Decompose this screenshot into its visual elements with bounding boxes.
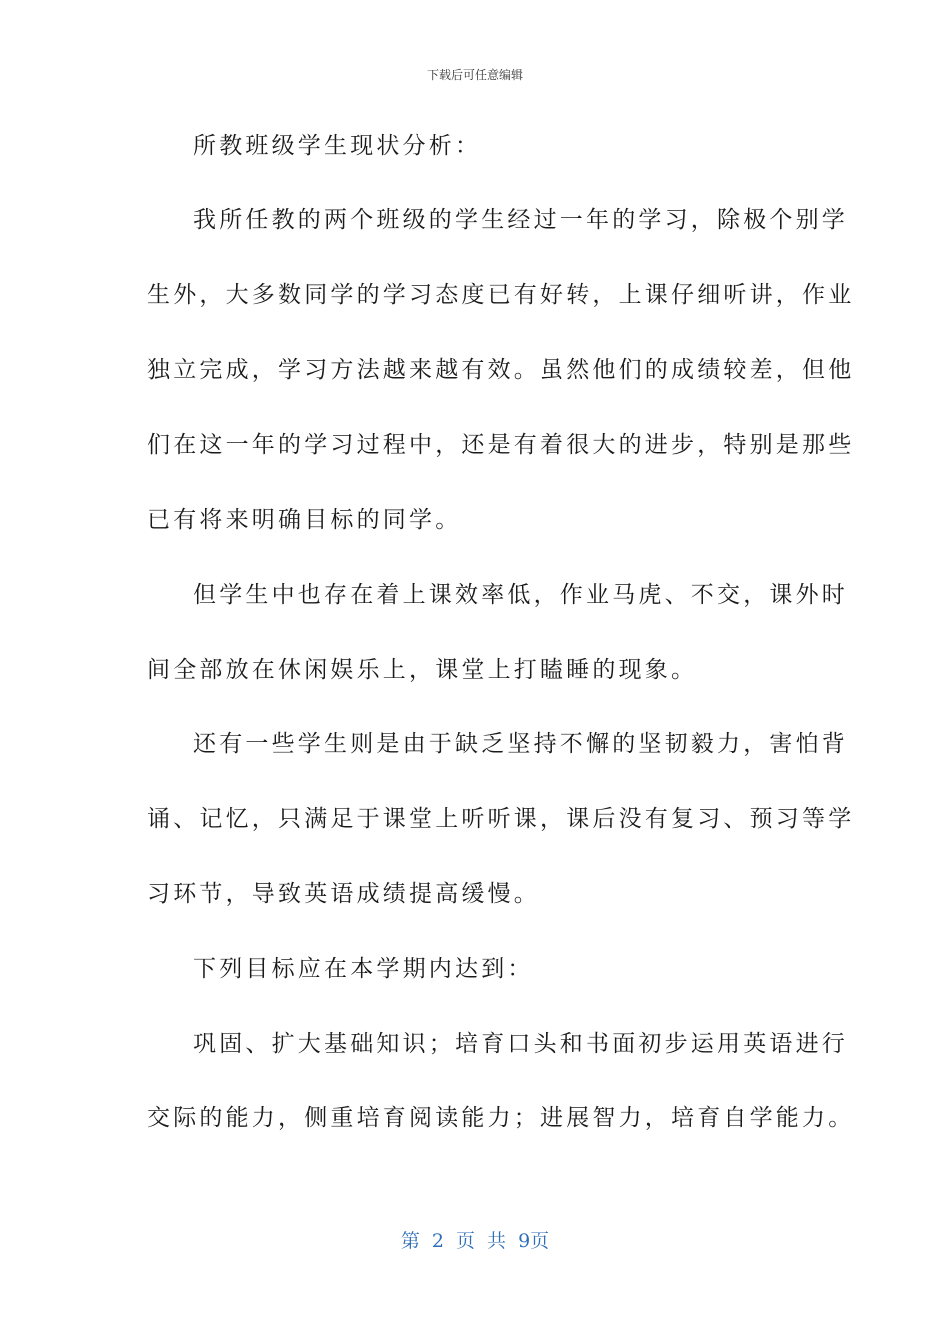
text-line: 巩固、扩大基础知识；培育口头和书面初步运用英语进行 xyxy=(193,1031,848,1057)
section-heading: 所教班级学生现状分析： xyxy=(193,133,482,159)
text-line: 习环节，导致英语成绩提高缓慢。 xyxy=(147,881,540,907)
text-line: 我所任教的两个班级的学生经过一年的学习，除极个别学 xyxy=(193,207,848,233)
text-line: 还有一些学生则是由于缺乏坚持不懈的坚韧毅力，害怕背 xyxy=(193,731,848,757)
text-line: 下列目标应在本学期内达到： xyxy=(193,956,534,982)
text-line: 诵、记忆，只满足于课堂上听听课，课后没有复习、预习等学 xyxy=(147,806,855,832)
text-line: 生外，大多数同学的学习态度已有好转，上课仔细听讲，作业 xyxy=(147,282,855,308)
page-header: 下载后可任意编辑 xyxy=(426,68,523,82)
text-line: 但学生中也存在着上课效率低，作业马虎、不交，课外时 xyxy=(193,582,848,608)
text-line: 已有将来明确目标的同学。 xyxy=(147,507,462,533)
page-number-footer: 第 2 页 共 9页 xyxy=(400,1230,550,1252)
text-line: 交际的能力，侧重培育阅读能力；进展智力，培育自学能力。 xyxy=(147,1105,855,1131)
text-line: 独立完成，学习方法越来越有效。虽然他们的成绩较差，但他 xyxy=(147,357,855,383)
text-line: 间全部放在休闲娱乐上，课堂上打瞌睡的现象。 xyxy=(147,657,698,683)
text-line: 们在这一年的学习过程中，还是有着很大的进步，特别是那些 xyxy=(147,432,855,458)
